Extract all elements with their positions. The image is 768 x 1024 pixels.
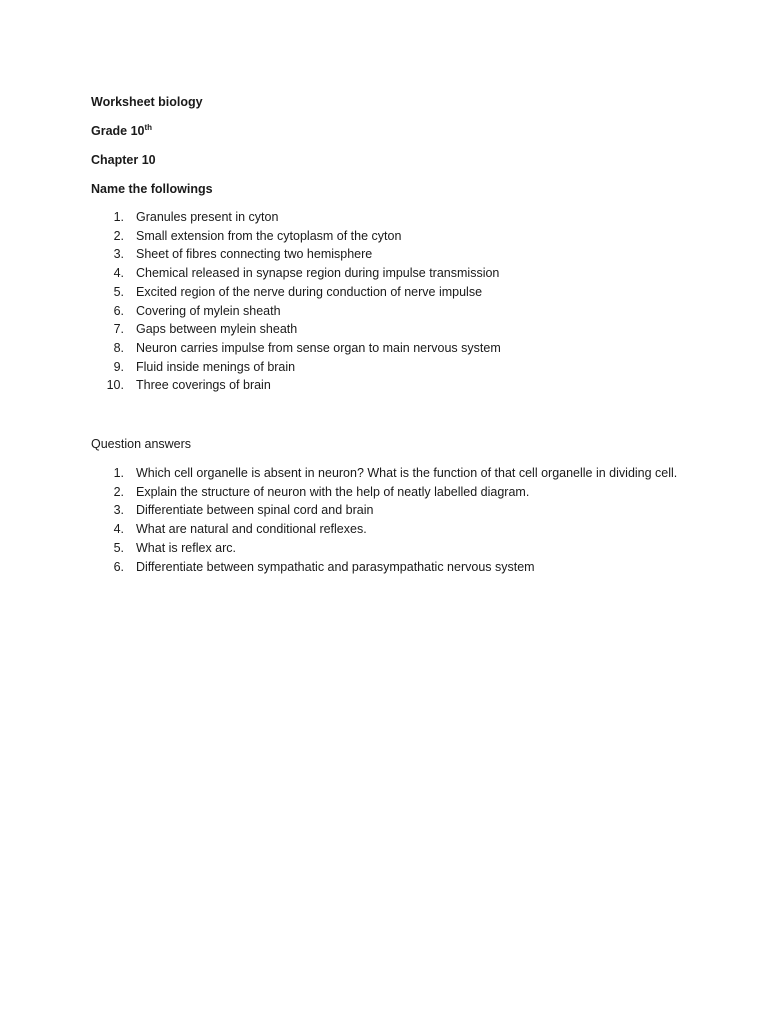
list-item-text: Sheet of fibres connecting two hemisphere	[136, 247, 373, 262]
list-item	[91, 358, 681, 377]
list-item-number: 4.	[113, 522, 124, 537]
list-item-number: 6.	[113, 559, 124, 574]
list-item-text: Fluid inside menings of brain	[136, 359, 296, 374]
list-item-text: Explain the structure of neuron with the help of neatly labelled diagram.	[136, 484, 530, 499]
question-answers-list	[91, 464, 681, 576]
list-item	[91, 245, 681, 264]
name-the-followings-list	[91, 208, 681, 395]
list-item-text: Granules present in cyton	[136, 210, 279, 224]
list-item-number: 5.	[113, 284, 124, 299]
list-item-text: Three coverings of brain	[136, 378, 271, 393]
list-item	[91, 539, 681, 558]
list-item	[91, 283, 681, 302]
list-item-number: 5.	[113, 540, 124, 555]
list-item-number: 3.	[113, 503, 124, 518]
list-item-text: Gaps between mylein sheath	[136, 322, 298, 337]
chapter-label: Chapter 10	[91, 153, 156, 167]
list-item	[91, 558, 681, 577]
list-item	[91, 208, 681, 227]
grade-label	[91, 123, 152, 139]
list-item-text: Chemical released in synapse region during impulse transmission	[136, 266, 500, 281]
list-item-text: Which cell organelle is absent in neuron? What is the function of that cell organelle in dividing cell.	[136, 466, 678, 480]
list-item	[91, 376, 681, 395]
list-item-number: 6.	[113, 303, 124, 318]
list-item-text: What are natural and conditional reflexes.	[136, 522, 367, 537]
list-item-number: 2.	[113, 484, 124, 499]
list-item	[91, 302, 681, 321]
list-item-text: Differentiate between spinal cord and brain	[136, 503, 374, 518]
list-item-text: Excited region of the nerve during conduction of nerve impulse	[136, 284, 483, 299]
list-item-text: Covering of mylein sheath	[136, 303, 281, 318]
list-item-number: 2.	[113, 228, 124, 243]
list-item	[91, 320, 681, 339]
grade-suffix: th	[144, 122, 153, 132]
list-item-text: Differentiate between sympathatic and parasympathatic nervous system	[136, 559, 535, 574]
list-item	[91, 339, 681, 358]
list-item-number: 8.	[113, 340, 124, 355]
list-item-text: What is reflex arc.	[136, 540, 237, 555]
worksheet-title: Worksheet biology	[91, 95, 203, 109]
list-item-number: 7.	[113, 322, 124, 337]
list-item	[91, 483, 681, 502]
list-item	[91, 501, 681, 520]
list-item-number: 1.	[113, 210, 124, 224]
list-item-number: 9.	[113, 359, 124, 374]
list-item-number: 1.	[113, 466, 124, 480]
grade-text: Grade 10	[91, 124, 145, 138]
section-heading-question-answers: Question answers	[91, 437, 192, 451]
list-item-number: 4.	[113, 266, 124, 281]
list-item-text: Neuron carries impulse from sense organ to main nervous system	[136, 340, 501, 355]
list-item	[91, 464, 681, 483]
list-item	[91, 227, 681, 246]
list-item-text: Small extension from the cytoplasm of the cyton	[136, 228, 402, 243]
list-item	[91, 264, 681, 283]
list-item	[91, 520, 681, 539]
section-heading-name-the-followings: Name the followings	[91, 182, 213, 196]
list-item-number: 3.	[113, 247, 124, 262]
list-item-number: 10.	[106, 378, 124, 393]
